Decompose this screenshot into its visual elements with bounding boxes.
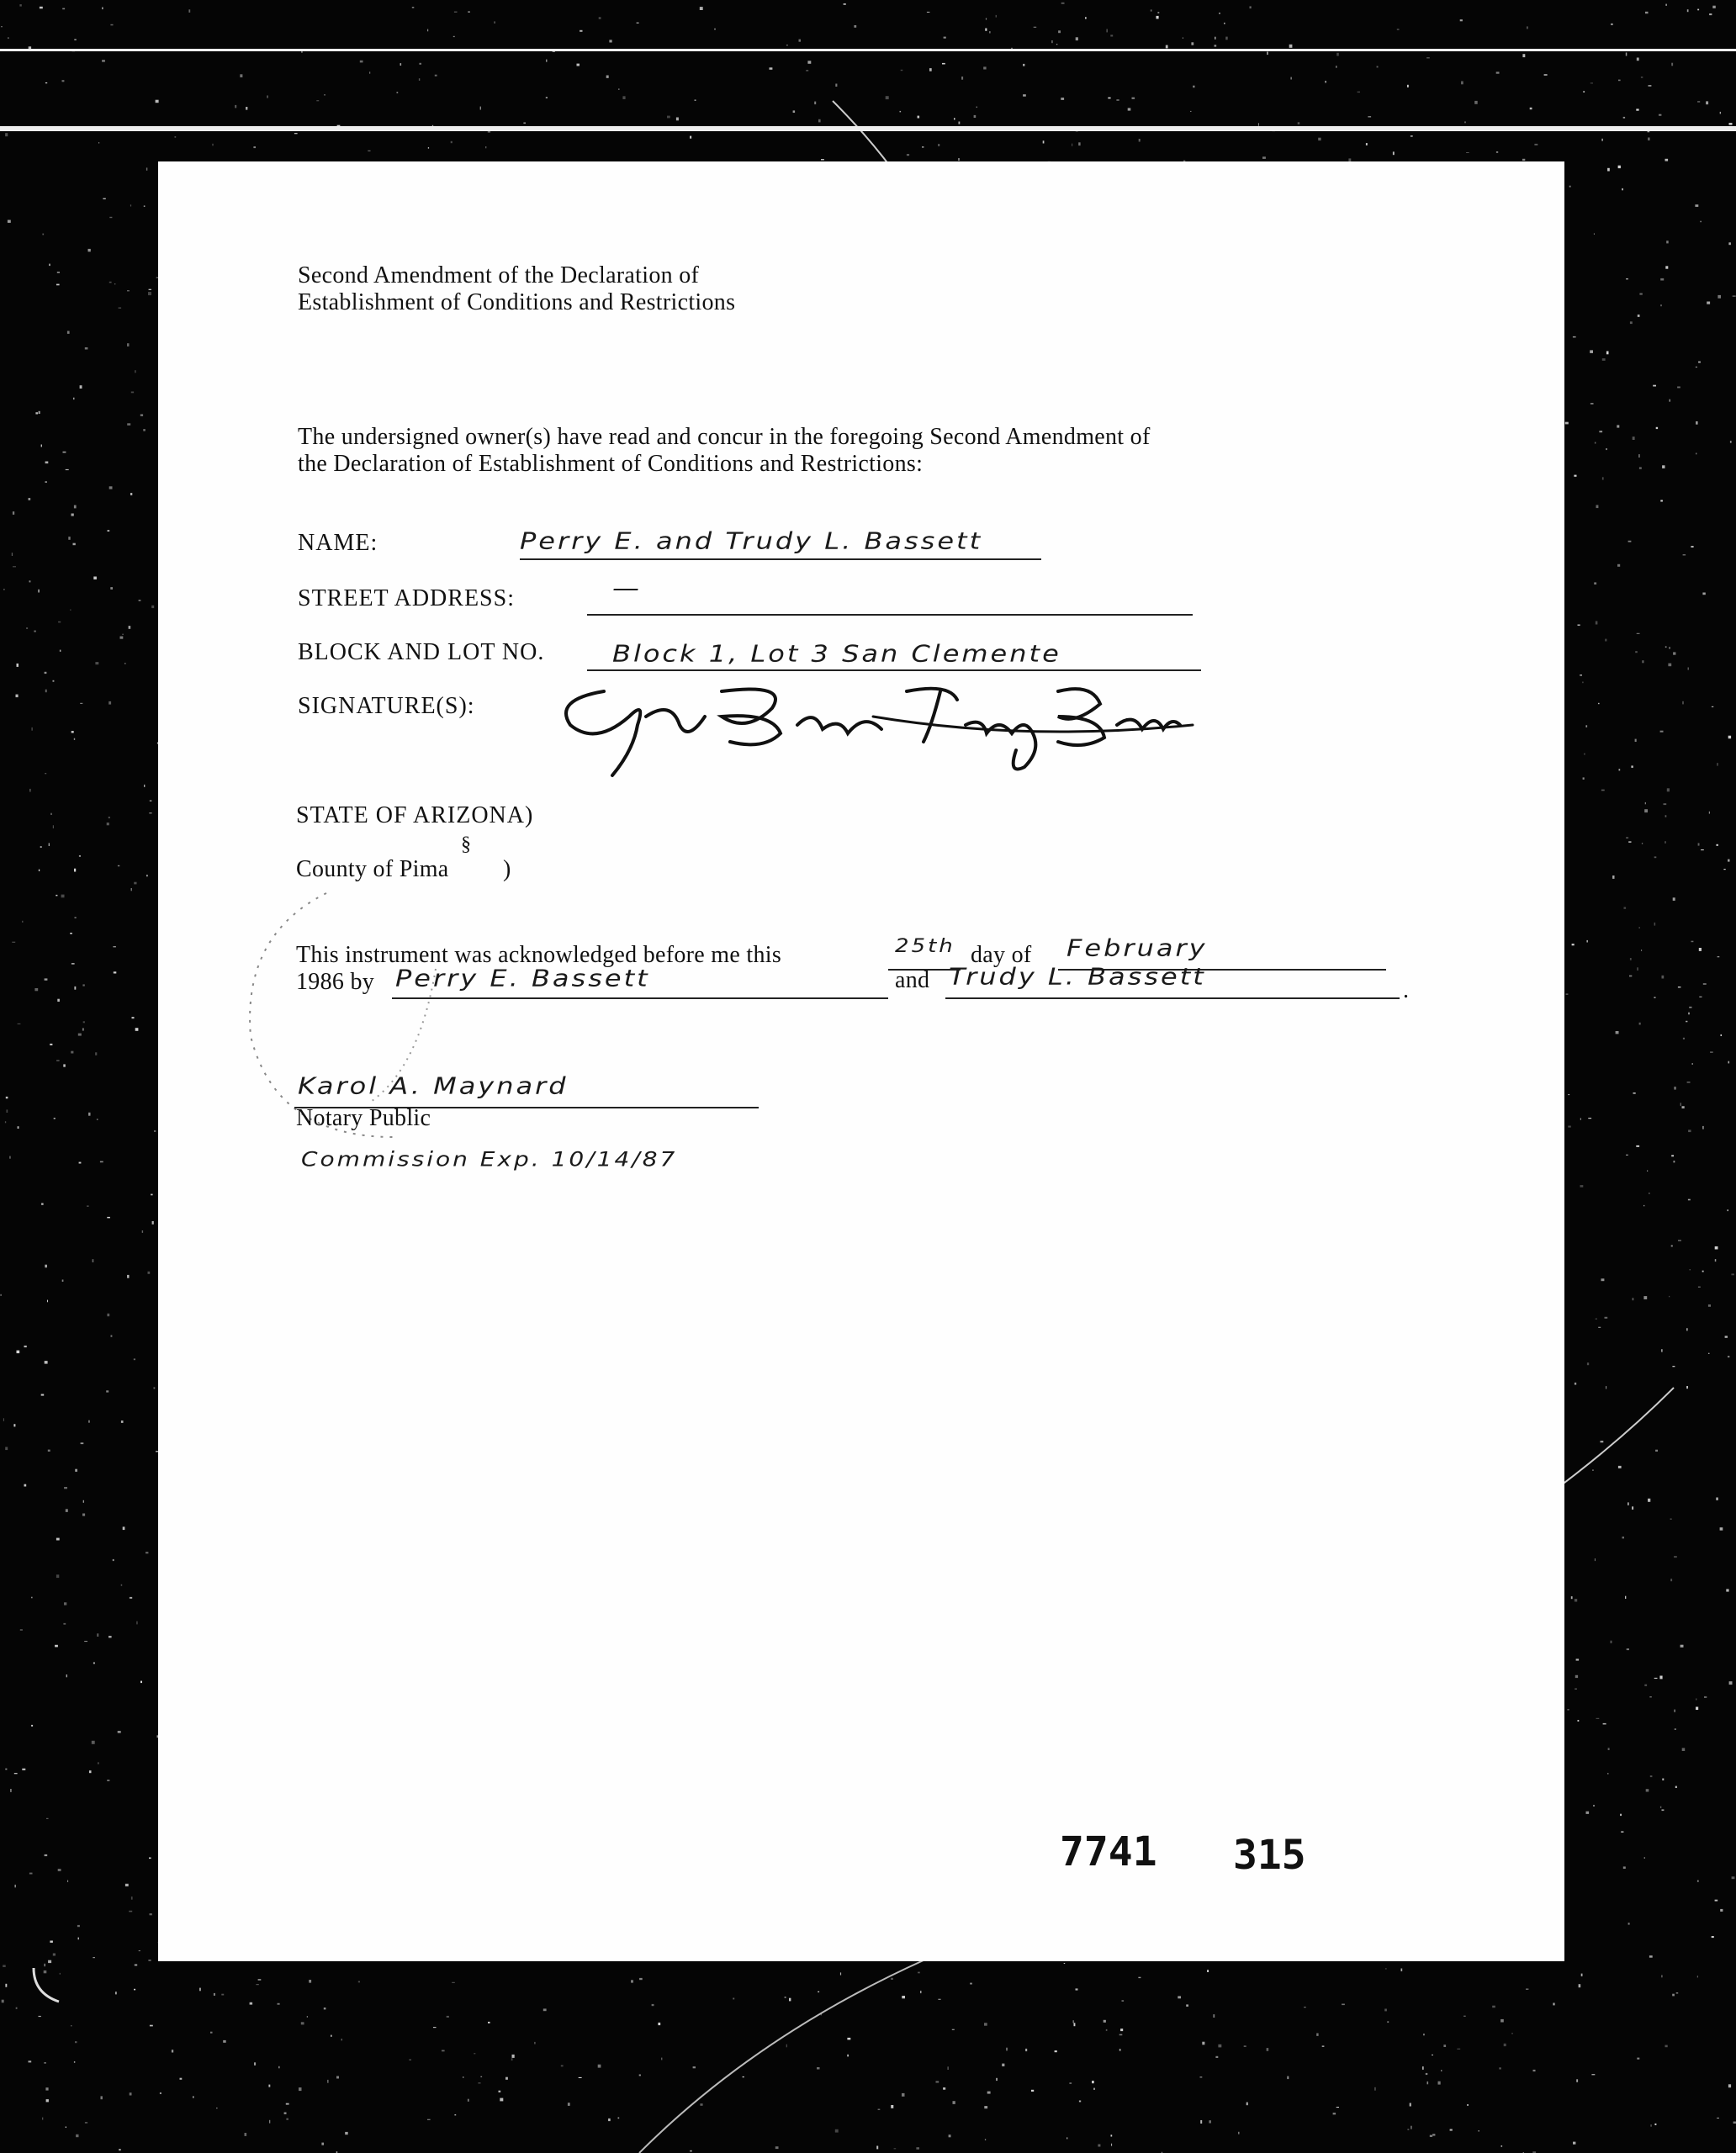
recording-book-number: 7741 [1060, 1828, 1157, 1875]
scan-top-line [0, 49, 1736, 51]
section-mark: § [461, 833, 472, 855]
ack-and: and [895, 967, 930, 993]
county-line: County of Pima [296, 856, 449, 882]
signatures-label: SIGNATURE(S): [298, 693, 475, 719]
state-line: STATE OF ARIZONA) [296, 802, 534, 828]
name-value: Perry E. and Trudy L. Bassett [520, 526, 983, 555]
scan-top-line-2 [0, 126, 1736, 131]
ack-year-by: 1986 by [296, 969, 375, 995]
document-title-line-2: Establishment of Conditions and Restrictions [298, 289, 736, 315]
ack-name-1: Perry E. Bassett [395, 964, 650, 992]
intro-line-2: the Declaration of Establishment of Conditions and Restrictions: [298, 451, 924, 477]
ack-month: February [1066, 934, 1208, 962]
street-address-underline [587, 614, 1193, 616]
street-address-label: STREET ADDRESS: [298, 585, 515, 611]
ack-name-1-underline [392, 997, 888, 999]
ack-period: . [1403, 977, 1410, 1003]
notary-signature: Karol A. Maynard [298, 1071, 569, 1100]
block-lot-value: Block 1, Lot 3 San Clemente [612, 639, 1061, 668]
ack-day: 25th [895, 935, 955, 957]
owner-signatures [553, 666, 1226, 784]
ack-day-of: day of [971, 942, 1032, 968]
street-address-value: — [612, 574, 642, 602]
county-paren: ) [503, 856, 511, 882]
document-page [158, 161, 1564, 1961]
name-underline [520, 558, 1041, 560]
name-label: NAME: [298, 530, 378, 556]
document-title-line-1: Second Amendment of the Declaration of [298, 262, 700, 288]
block-lot-label: BLOCK AND LOT NO. [298, 639, 545, 665]
recording-page-number: 315 [1233, 1832, 1306, 1879]
intro-line-1: The undersigned owner(s) have read and concur in the foregoing Second Amendment of [298, 424, 1151, 450]
ack-name-2: Trudy L. Bassett [949, 962, 1206, 991]
ack-name-2-underline [945, 997, 1400, 999]
notary-public-label: Notary Public [296, 1105, 431, 1131]
commission-expiry: Commission Exp. 10/14/87 [301, 1147, 678, 1172]
ack-line-1-start: This instrument was acknowledged before me this [296, 942, 782, 968]
